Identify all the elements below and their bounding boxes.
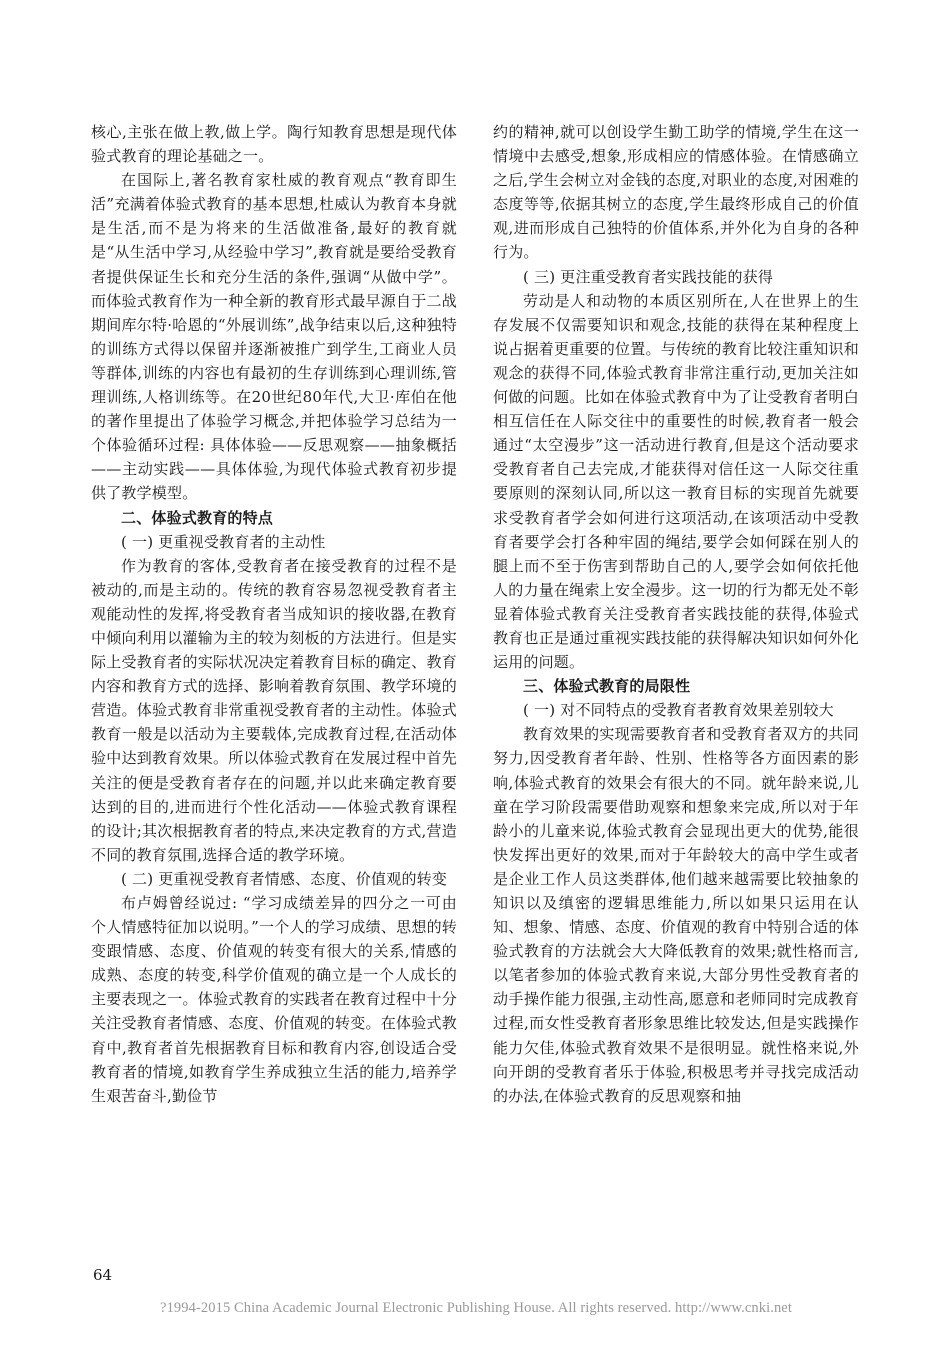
- subsection-heading: ( 一) 对不同特点的受教育者教育效果差别较大: [523, 701, 834, 720]
- paragraph: 劳动是人和动物的本质区别所在,人在世界上的生存发展不仅需要知识和观念,技能的获得在某种程度上说占据着更重要的位置。与传统的教育比较注重知识和观念的获得不同,体验式教育非常注重行动,更加关注如何做的问题。比如在体验式教育中为了让受教育者明白相互信任在人际交往中的重要性的时候,教育者一般会通过“太空漫步”这一活动进行教育,但是这个活动要求受教育者自己去完成,才能获得对信任这一人际交往重要原则的深刻认同,所以这一教育目标的实现首先就要求受教育者学会如何进行这项活动,在该项活动中受教育者要学会打各种牢固的绳结,要学会如何踩在别人的腿上而不至于伤害到帮助自己的人,要学会如何依托他人的力量在绳索上安全漫步。这一切的行为都无处不彰显着体验式教育关注受教育者实践技能的获得,体验式教育也正是通过重视实践技能的获得解决知识如何外化运用的问题。: [493, 291, 859, 672]
- section-heading: 二、体验式教育的特点: [121, 508, 274, 527]
- copyright-footer: ?1994-2015 China Academic Journal Electronic Publishing House. All rights reserved. http://www.cnki.net: [160, 1300, 792, 1316]
- paragraph: 布卢姆曾经说过: “学习成绩差异的四分之一可由个人情感特征加以说明。”一个人的学习成绩、思想的转变跟情感、态度、价值观的转变有很大的关系,情感的成熟、态度的转变,科学价值观的确立是一个人成长的主要表现之一。体验式教育的实践者在教育过程中十分关注受教育者情感、态度、价值观的转变。在体验式教育中,教育者首先根据教育目标和教育内容,创设适合受教育者的情境,如教育学生养成独立生活的能力,培养学生艰苦奋斗,勤俭节: [91, 894, 457, 1105]
- paragraph: 核心,主张在做上教,做上学。陶行知教育思想是现代体验式教育的理论基础之一。: [91, 123, 457, 166]
- left-column: [91, 120, 457, 1108]
- subsection-heading: ( 三) 更注重受教育者实践技能的获得: [523, 267, 774, 286]
- paragraph: 作为教育的客体,受教育者在接受教育的过程不是被动的,而是主动的。传统的教育容易忽视受教育者主观能动性的发挥,将受教育者当成知识的接收器,在教育中倾向利用以灌输为主的较为刻板的方法进行。但是实际上受教育者的实际状况决定着教育目标的确定、教育内容和教育方式的选择、影响着教育氛围、教学环境的营造。体验式教育非常重视受教育者的主动性。体验式教育一般是以活动为主要载体,完成教育过程,在活动体验中达到教育效果。所以体验式教育在发展过程中首先关注的便是受教育者存在的问题,并以此来确定教育要达到的目的,进而进行个性化活动——体验式教育课程的设计;其次根据教育者的特点,来决定教育的方式,营造不同的教育氛围,选择合适的教学环境。: [91, 556, 457, 864]
- paragraph: 教育效果的实现需要教育者和受教育者双方的共同努力,因受教育者年龄、性别、性格等各方面因素的影响,体验式教育的效果会有很大的不同。就年龄来说,儿童在学习阶段需要借助观察和想象来完成,所以对于年龄小的儿童来说,体验式教育会显现出更大的优势,能很快发挥出更好的效果,而对于年龄较大的高中学生或者是企业工作人员这类群体,他们越来越需要比较抽象的知识以及缜密的逻辑思维能力,所以如果只运用在认知、想象、情感、态度、价值观的教育中特别合适的体验式教育的方法就会大大降低教育的效果;就性格而言,以笔者参加的体验式教育来说,大部分男性受教育者的动手操作能力很强,主动性高,愿意和老师同时完成教育过程,而女性受教育者形象思维比较发达,但是实践操作能力欠佳,体验式教育效果不是很明显。就性格来说,外向开朗的受教育者乐于体验,积极思考并寻找完成活动的办法,在体验式教育的反思观察和抽: [493, 725, 859, 1105]
- page-number: 64: [93, 1266, 113, 1284]
- subsection-heading: ( 一) 更重视受教育者的主动性: [121, 532, 326, 551]
- paragraph: 约的精神,就可以创设学生勤工助学的情境,学生在这一情境中去感受,想象,形成相应的情感体验。在情感确立之后,学生会树立对金钱的态度,对职业的态度,对困难的态度等等,依据其树立的态度,学生最终形成自己的价值观,进而形成自己独特的价值体系,并外化为自身的各种行为。: [493, 123, 859, 262]
- subsection-heading: ( 二) 更重视受教育者情感、态度、价值观的转变: [121, 869, 448, 888]
- paragraph: 在国际上,著名教育家杜威的教育观点“教育即生活”充满着体验式教育的基本思想,杜威认为教育本身就是生活,而不是为将来的生活做准备,最好的教育就是“从生活中学习,从经验中学习”,教育就是要给受教育者提供保证生长和充分生活的条件,强调“从做中学”。而体验式教育作为一种全新的教育形式最早源自于二战期间库尔特·哈恩的“外展训练”,战争结束以后,这种独特的训练方式得以保留并逐渐被推广到学生,工商业人员等群体,训练的内容也有最初的生存训练到心理训练,管理训练,人格训练等。在20世纪80年代,大卫·库伯在他的著作里提出了体验学习概念,并把体验学习总结为一个体验循环过程: 具体体验——反思观察——抽象概括——主动实践——具体体验,为现代体验式教育初步提供了教学模型。: [91, 171, 457, 503]
- right-column: [493, 120, 859, 1108]
- section-heading: 三、体验式教育的局限性: [523, 677, 691, 696]
